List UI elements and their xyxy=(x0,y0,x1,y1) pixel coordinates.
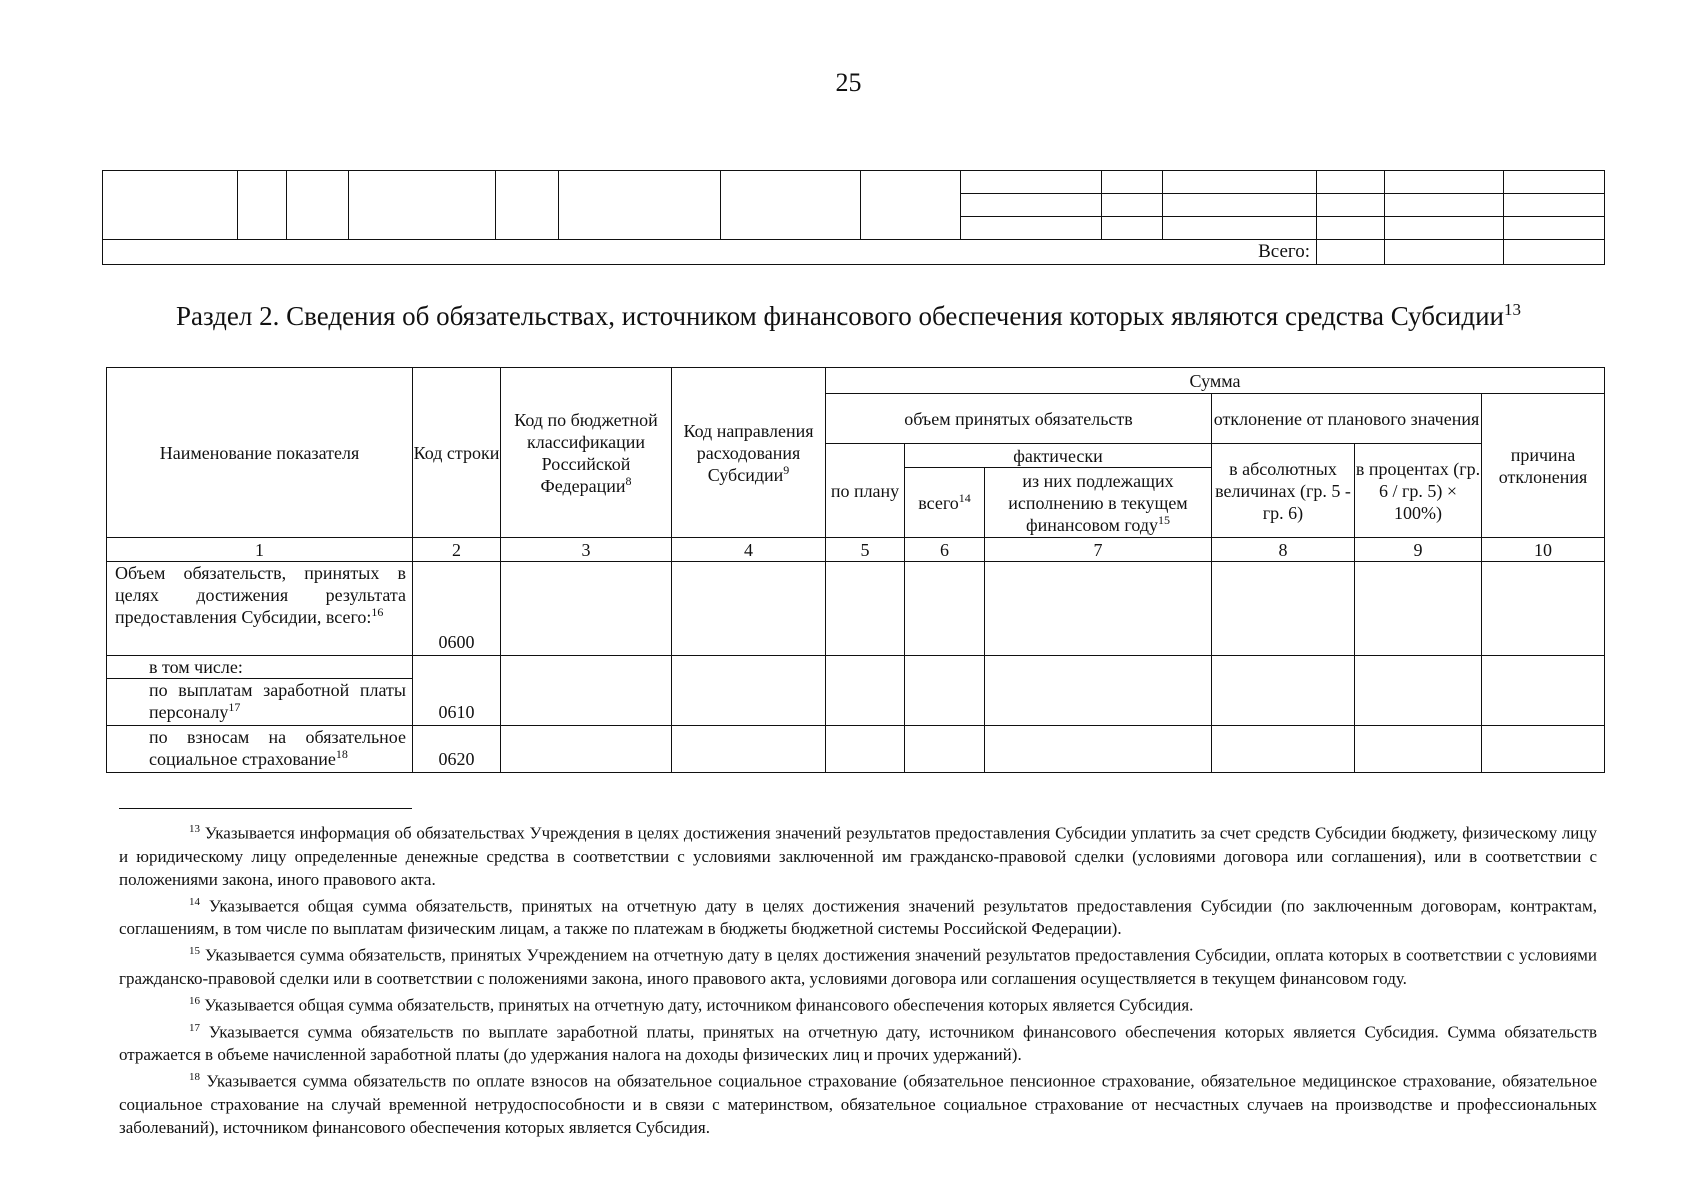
header-direction-code-text: Код направления расходования Субсидии xyxy=(683,420,814,485)
footnote-number: 17 xyxy=(189,1021,200,1034)
table-cell xyxy=(1504,240,1605,265)
row-name-0620 xyxy=(107,726,413,773)
total-label: Всего: xyxy=(103,240,1317,265)
header-current-year xyxy=(985,468,1212,538)
table-cell xyxy=(721,171,861,240)
column-number: 7 xyxy=(985,538,1212,562)
footnote xyxy=(119,1066,1597,1139)
table-cell xyxy=(1212,656,1355,726)
previous-section-table xyxy=(102,170,1605,265)
footnote xyxy=(119,940,1597,990)
header-current-year-text: из них подлежащих исполнению в текущем финансовом году xyxy=(1008,470,1188,535)
header-direction-code xyxy=(672,368,826,538)
footnote-number: 14 xyxy=(189,895,200,908)
footnote-ref: 18 xyxy=(335,747,348,761)
table-cell xyxy=(1504,217,1605,240)
page-number: 25 xyxy=(835,68,862,97)
table-cell xyxy=(861,171,961,240)
obligations-table xyxy=(106,367,1605,773)
header-absolute: в абсолютных величинах (гр. 5 - гр. 6) xyxy=(1212,444,1355,538)
column-number: 3 xyxy=(501,538,672,562)
table-cell xyxy=(1385,194,1504,217)
table-cell xyxy=(1317,171,1385,194)
header-reason: причина отклонения xyxy=(1482,394,1605,538)
row-name-text: по взносам на обязательное социальное страхование xyxy=(149,727,406,769)
footnote xyxy=(119,891,1597,941)
table-cell xyxy=(1504,194,1605,217)
footnote-text: Указывается общая сумма обязательств, принятых на отчетную дату в целях достижения значений результатов предоставления Субсидии (по заключенным договорам, контрактам, соглашениям, в том числе по выплатам физическим лицам, а также по платежам в бюджеты бюджетной системы Российской Федерации). xyxy=(119,896,1597,939)
table-row xyxy=(107,562,1605,656)
table-cell xyxy=(672,726,826,773)
table-cell xyxy=(672,656,826,726)
footnote xyxy=(119,818,1597,891)
table-cell xyxy=(1317,217,1385,240)
table-cell xyxy=(349,171,496,240)
header-row-code: Код строки xyxy=(413,368,501,538)
footnote-number: 13 xyxy=(189,823,200,835)
table-cell xyxy=(1504,171,1605,194)
table-cell xyxy=(1355,656,1482,726)
table-cell xyxy=(985,726,1212,773)
footnote-ref: 17 xyxy=(228,700,241,714)
table-cell xyxy=(1317,194,1385,217)
table-cell xyxy=(1355,562,1482,656)
table-cell xyxy=(1163,194,1317,217)
footnote-text: Указывается сумма обязательств по оплате взносов на обязательное социальное страхование (обязательное пенсионное страхование, обязательное медицинское страхование, обязательное социальное страхование на случай временной нетрудоспособности и в связи с материнством, обязательное социальное страхование от несчастных случаев на производстве и профессиональных заболеваний), источником финансового обеспечения которых является Субсидия. xyxy=(119,1071,1598,1137)
table-cell xyxy=(961,194,1102,217)
column-number: 5 xyxy=(826,538,905,562)
section-title-text: Раздел 2. Сведения об обязательствах, источником финансового обеспечения которых являются средства Субсидии xyxy=(175,301,1505,331)
column-number: 10 xyxy=(1482,538,1605,562)
table-cell xyxy=(559,171,721,240)
table-cell xyxy=(1163,171,1317,194)
table-cell xyxy=(961,171,1102,194)
footnote-number: 15 xyxy=(189,945,200,958)
table-cell xyxy=(961,217,1102,240)
footnote xyxy=(119,1017,1597,1067)
header-total-text: всего xyxy=(918,492,959,513)
table-cell xyxy=(1482,656,1605,726)
footnote-ref: 15 xyxy=(1158,512,1171,527)
row-code-0620: 0620 xyxy=(413,726,501,773)
header-budget-code-text: Код по бюджетной классификации Российской Федерации xyxy=(514,409,658,496)
table-cell xyxy=(826,562,905,656)
header-indicator-name: Наименование показателя xyxy=(107,368,413,538)
footnote-text: Указывается общая сумма обязательств, принятых на отчетную дату, источником финансового обеспечения которых является Субсидия. xyxy=(204,995,1194,1015)
footnote-ref: 16 xyxy=(371,605,384,619)
table-cell xyxy=(501,656,672,726)
table-cell xyxy=(501,562,672,656)
table-cell xyxy=(1212,562,1355,656)
table-cell xyxy=(1482,726,1605,773)
table-row xyxy=(107,656,1605,679)
column-number: 9 xyxy=(1355,538,1482,562)
table-cell xyxy=(1385,171,1504,194)
table-cell xyxy=(1385,240,1504,265)
header-obligations-volume: объем принятых обязательств xyxy=(826,394,1212,444)
table-row xyxy=(107,726,1605,773)
row-name-0600 xyxy=(107,562,413,656)
table-cell xyxy=(1482,562,1605,656)
row-name-text: Объем обязательств, принятых в целях достижения результата предоставления Субсидии, всего: xyxy=(115,563,406,627)
table-cell xyxy=(985,656,1212,726)
table-cell xyxy=(826,726,905,773)
section-title xyxy=(0,300,1697,332)
footnote-ref: 9 xyxy=(783,462,790,477)
table-cell xyxy=(905,726,985,773)
table-cell xyxy=(238,171,287,240)
table-cell xyxy=(1317,240,1385,265)
footnote-number: 16 xyxy=(189,994,200,1007)
header-budget-code xyxy=(501,368,672,538)
table-cell xyxy=(287,171,349,240)
footnote-ref: 14 xyxy=(958,490,971,505)
footnote-divider xyxy=(119,808,412,809)
footnote-ref: 13 xyxy=(1504,300,1522,319)
header-sum: Сумма xyxy=(826,368,1605,394)
table-cell xyxy=(905,656,985,726)
row-name-text: по выплатам заработной платы персоналу xyxy=(149,680,406,722)
table-cell xyxy=(1355,726,1482,773)
footnote-text: Указывается сумма обязательств по выплате заработной платы, принятых на отчетную дату, источником финансового обеспечения которых является Субсидия. Сумма обязательств отражается в объеме начисленной заработной платы (до удержания налога на доходы физических лиц и прочих удержаний). xyxy=(119,1022,1598,1065)
footnote-number: 18 xyxy=(189,1071,200,1084)
header-total xyxy=(905,468,985,538)
footnote-text: Указывается информация об обязательствах Учреждения в целях достижения значений результатов предоставления Субсидии уплатить за счет средств Субсидии бюджету, физическому лицу и юридическому лицу определенные денежные средства в соответствии с условиями заключенной им гражданско-правовой сделки (условиями договора или соглашения), или в соответствии с положениями закона, иного правового акта. xyxy=(119,823,1598,889)
header-actual: фактически xyxy=(905,444,1212,468)
header-percent: в процентах (гр. 6 / гр. 5) × 100%) xyxy=(1355,444,1482,538)
column-number: 1 xyxy=(107,538,413,562)
table-cell xyxy=(1102,171,1163,194)
footnote-ref: 8 xyxy=(625,473,632,488)
table-cell xyxy=(1163,217,1317,240)
row-code-0610: 0610 xyxy=(413,656,501,726)
table-cell xyxy=(1102,217,1163,240)
column-number: 6 xyxy=(905,538,985,562)
column-number: 4 xyxy=(672,538,826,562)
footnote xyxy=(119,990,1597,1017)
table-cell xyxy=(905,562,985,656)
table-cell xyxy=(826,656,905,726)
table-cell xyxy=(501,726,672,773)
header-by-plan: по плану xyxy=(826,444,905,538)
column-number: 2 xyxy=(413,538,501,562)
column-number: 8 xyxy=(1212,538,1355,562)
table-cell xyxy=(1102,194,1163,217)
table-cell xyxy=(1212,726,1355,773)
table-cell xyxy=(672,562,826,656)
column-numbers-row xyxy=(107,538,1605,562)
row-code-0600: 0600 xyxy=(413,562,501,656)
table-cell xyxy=(985,562,1212,656)
table-cell xyxy=(103,171,238,240)
footnotes xyxy=(119,818,1597,1139)
row-including-label: в том числе: xyxy=(107,656,413,679)
footnote-text: Указывается сумма обязательств, принятых Учреждением на отчетную дату в целях достижения значений результатов предоставления Субсидии, оплата которых в соответствии с условиями гражданско-правовой сделки или в соответствии с положениями закона, иного правового акта, условиями договора или соглашения осуществляется в текущем финансовом году. xyxy=(119,945,1598,988)
row-name-0610 xyxy=(107,679,413,726)
table-cell xyxy=(1385,217,1504,240)
header-deviation: отклонение от планового значения xyxy=(1212,394,1482,444)
table-cell xyxy=(496,171,559,240)
